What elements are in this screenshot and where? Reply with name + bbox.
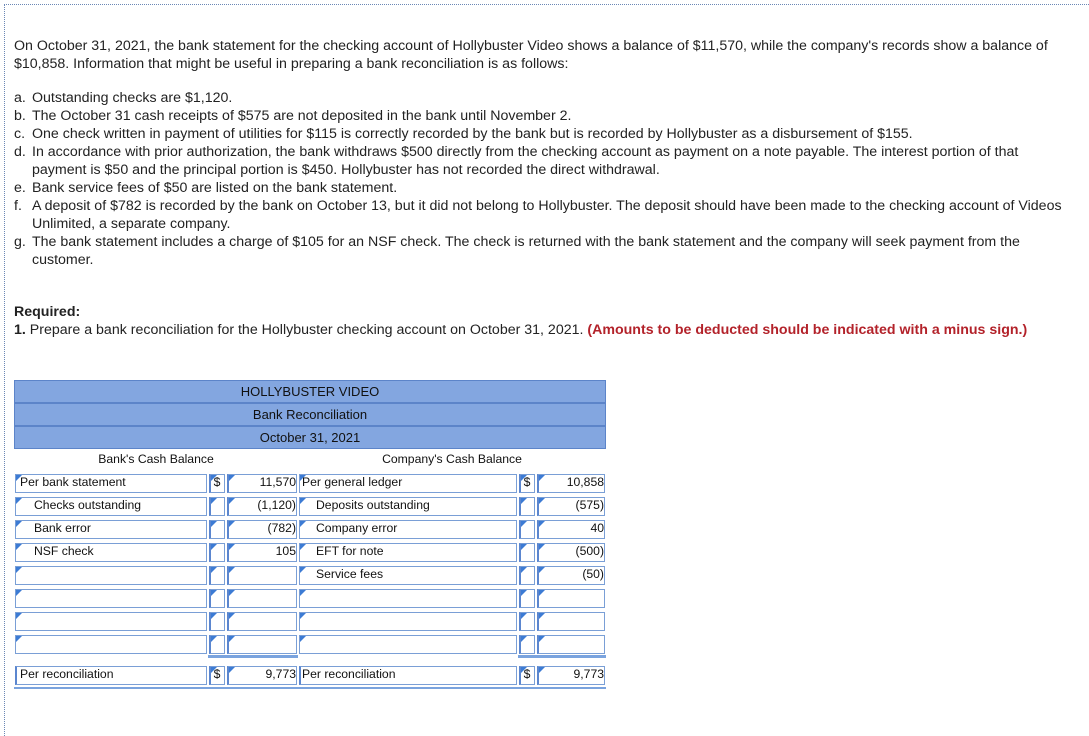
input-marker-icon: [16, 613, 22, 619]
company-row-label: Per reconciliation: [302, 667, 396, 681]
bank-dollar-sign: [208, 541, 226, 564]
item-text: Bank service fees of $50 are listed on the bank statement.: [32, 180, 398, 196]
item-text: One check written in payment of utilities for $115 is correctly recorded by the bank but is recorded by Hollybuster as a disbursement of $155.: [32, 126, 913, 142]
info-item-e: [14, 179, 1074, 197]
bank-row-amount: 105: [275, 544, 296, 558]
bank-dollar-sign: [208, 564, 226, 587]
bank-dollar-sign: [208, 518, 226, 541]
company-dollar-sign: [518, 610, 536, 633]
required-number: 1.: [14, 322, 26, 338]
bank-row-label: Bank error: [34, 521, 91, 535]
info-item-f: [14, 197, 1074, 233]
item-text: Outstanding checks are $1,120.: [32, 90, 233, 106]
company-dollar-sign: $: [523, 667, 531, 681]
input-marker-icon: [300, 521, 306, 527]
bank-dollar-sign: $: [213, 475, 221, 489]
company-subtotal-rule: [518, 655, 606, 658]
info-item-g: [14, 233, 1074, 269]
input-marker-icon: [16, 636, 22, 642]
company-row-amount: (500): [575, 544, 604, 558]
info-item-c: [14, 125, 1074, 143]
required-text: [14, 321, 1074, 339]
bank-row-label: [34, 587, 208, 610]
info-list: [14, 89, 1074, 269]
bank-row-amount: (782): [267, 521, 296, 535]
company-row-amount: [536, 610, 604, 633]
recon-title-date: October 31, 2021: [14, 426, 606, 449]
required-note: (Amounts to be deducted should be indicated with a minus sign.): [587, 322, 1028, 338]
item-text: In accordance with prior authorization, the bank withdraws $500 directly from the checking account as payment on a note payable. The interest portion of that payment is $50 and the principal portion is $450. Hollybuster has not recorded the direct withdrawal.: [32, 144, 1019, 178]
input-marker-icon: [16, 590, 22, 596]
bank-row-label: [34, 564, 208, 587]
bank-row-amount: [226, 610, 296, 633]
company-row-label: Deposits outstanding: [316, 498, 430, 512]
input-marker-icon: [300, 636, 306, 642]
recon-title-statement: Bank Reconciliation: [14, 403, 606, 426]
company-dollar-sign: [518, 518, 536, 541]
company-row-label: [316, 633, 516, 656]
item-text: The bank statement includes a charge of $105 for an NSF check. The check is returned with the bank statement and the company will seek payment from the customer.: [32, 234, 1020, 268]
info-item-a: [14, 89, 1074, 107]
company-balance-header: Company's Cash Balance: [382, 452, 522, 466]
required-instruction: Prepare a bank reconciliation for the Hollybuster checking account on October 31, 2021.: [29, 322, 584, 338]
bank-dollar-sign: [208, 610, 226, 633]
required-title: Required:: [14, 304, 81, 320]
input-marker-icon: [16, 567, 22, 573]
bank-row-amount: [226, 633, 296, 656]
input-marker-icon: [300, 567, 306, 573]
company-row-amount: 10,858: [566, 475, 604, 489]
input-marker-icon: [300, 544, 306, 550]
input-marker-icon: [300, 498, 306, 504]
item-label: a.: [14, 90, 26, 106]
company-row-amount: 9,773: [573, 667, 604, 681]
company-row-amount: (575): [575, 498, 604, 512]
bank-row-label: [34, 610, 208, 633]
company-row-label: [316, 587, 516, 610]
bank-row-amount: [226, 587, 296, 610]
bank-dollar-sign: [208, 587, 226, 610]
company-dollar-sign: [518, 633, 536, 656]
company-row-label: Service fees: [316, 567, 384, 581]
input-marker-icon: [300, 613, 306, 619]
bank-row-amount: [226, 564, 296, 587]
bank-dollar-sign: [208, 633, 226, 656]
problem-intro: On October 31, 2021, the bank statement for the checking account of Hollybuster Video shows a balance of $11,570, while the company's records show a balance of $10,858. Information that might be useful in preparing a bank reconciliation is as follows:: [14, 38, 1048, 72]
item-text: A deposit of $782 is recorded by the bank on October 13, but it did not belong to Hollybuster. The deposit should have been made to the checking account of Videos Unlimited, a separate company.: [32, 198, 1062, 232]
item-label: e.: [14, 180, 26, 196]
info-item-b: [14, 107, 1074, 125]
item-label: d.: [14, 144, 26, 160]
company-dollar-sign: [518, 541, 536, 564]
bank-row-label: NSF check: [34, 544, 94, 558]
input-marker-icon: [300, 590, 306, 596]
bank-row-amount: 9,773: [265, 667, 296, 681]
bank-reconciliation-table: [14, 380, 606, 682]
bank-row-amount: (1,120): [257, 498, 296, 512]
table-bottom-rule: [14, 687, 606, 689]
item-text: The October 31 cash receipts of $575 are not deposited in the bank until November 2.: [32, 108, 572, 124]
required-section: [14, 303, 1074, 339]
company-row-amount: [536, 587, 604, 610]
item-label: f.: [14, 198, 22, 214]
company-row-amount: [536, 633, 604, 656]
company-dollar-sign: [518, 587, 536, 610]
bank-subtotal-rule: [208, 655, 298, 658]
bank-row-label: Per reconciliation: [20, 667, 114, 681]
company-dollar-sign: $: [523, 475, 531, 489]
company-row-label: [316, 610, 516, 633]
bank-row-label: Per bank statement: [20, 475, 126, 489]
input-marker-icon: [16, 521, 22, 527]
company-dollar-sign: [518, 564, 536, 587]
company-row-label: Company error: [316, 521, 398, 535]
info-item-d: [14, 143, 1074, 179]
company-row-label: Per general ledger: [302, 475, 403, 489]
company-row-amount: (50): [582, 567, 604, 581]
company-dollar-sign: [518, 495, 536, 518]
bank-row-label: [34, 633, 208, 656]
item-label: b.: [14, 108, 26, 124]
bank-row-amount: 11,570: [259, 475, 296, 489]
bank-dollar-sign: [208, 495, 226, 518]
item-label: g.: [14, 234, 26, 250]
bank-balance-header: Bank's Cash Balance: [98, 452, 214, 466]
company-row-amount: 40: [590, 521, 604, 535]
input-marker-icon: [16, 498, 22, 504]
item-label: c.: [14, 126, 26, 142]
company-row-label: EFT for note: [316, 544, 384, 558]
input-marker-icon: [16, 544, 22, 550]
bank-row-label: Checks outstanding: [34, 498, 142, 512]
recon-title-company: HOLLYBUSTER VIDEO: [14, 380, 606, 403]
bank-dollar-sign: $: [213, 667, 221, 681]
